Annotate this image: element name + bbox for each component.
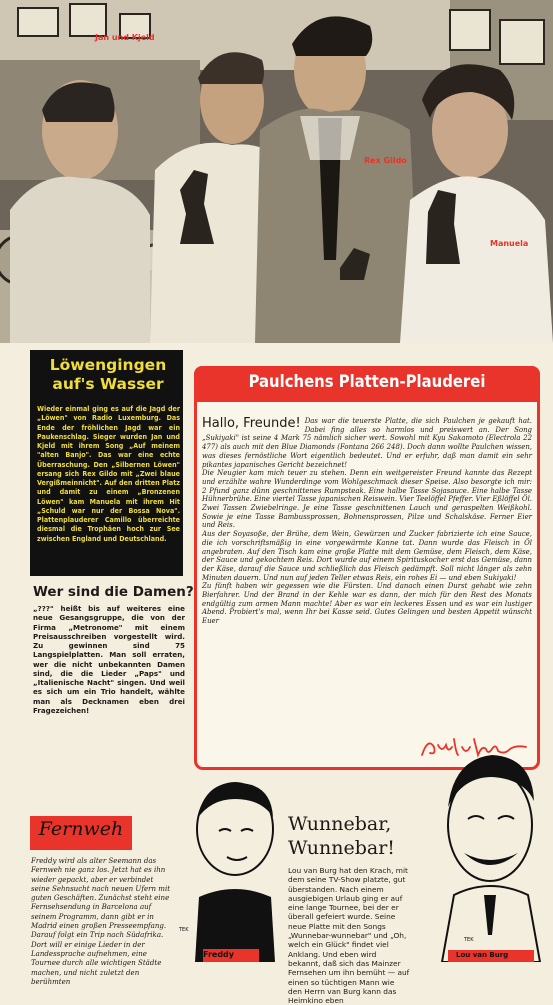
paulchen-body [202, 417, 532, 626]
freddy-caricature [175, 777, 285, 962]
photo-illustration [0, 0, 553, 343]
fernweh-title: Fernweh [38, 818, 124, 840]
caption-manuela: Manuela [490, 239, 529, 248]
paulchen-greeting: Hallo, Freunde! [202, 416, 301, 431]
paulchen-title: Paulchens Platten-Plauderei [248, 372, 486, 391]
svg-text:TEK: TEK [464, 937, 474, 943]
paulchen-paragraph-1: Das war die teuerste Platte, die sich Paulchen je gekauft hat. Dabei fing alles so harmlos und preiswert an. Der Song „Sukiyaki" ist seine 4 Mark 75 nämlich sicher wert. Sowohl mit Kyu Sakamoto (Electrola 22 477) als auch mit den Blue Diamonds (Fontana 266 248). Doch dann wollte Paulchen wissen, was dieses fernöstliche Wort eigentlich bedeutet. Und er erfuhr, daß man damit ein sehr pikantes japanisches Gericht bezeichnet! [202, 417, 532, 469]
damen-title: Wer sind die Damen? [33, 584, 194, 600]
fernweh-body: Freddy wird als alter Seemann das Fernweh nie ganz los. Jetzt hat es ihn wieder gepackt, aber er verbindet seine Sehnsucht nach neuen Ufern mit guten Geschäften. Zunächst steht eine Fernsehsendung in Barcelona auf seinem Programm, dann gibt er in Madrid einen großen Presseempfang. Darauf folgt ein Trip nach Südafrika. Dort will er einige Lieder in der Landessprache aufnehmen, eine Tournee durch alle wichtigen Städte machen, und nicht zuletzt den berühmten [31, 856, 171, 986]
caption-jan-kjeld: Jan und Kjeld [95, 33, 155, 42]
lou-van-burg-caricature [428, 745, 553, 962]
wunnebar-title: Wunnebar, Wunnebar! [288, 813, 395, 859]
damen-body: „???" heißt bis auf weiteres eine neue Gesangsgruppe, die von der Firma „Metronome" mit einem Preisausschreiben vorgestellt wird. Zu gewinnen sind 75 Langspielplatten. Man soll erraten, wer die nicht unbekannten Damen sind, die die Lieder „Paps" und „Italienische Nacht" singen. Und weil es sich um ein Trio handelt, wählte man als Decknamen eben drei Fragezeichen! [33, 604, 185, 715]
paulchen-paragraph-3: Aus der Soyasoße, der Brühe, dem Wein, Gewürzen und Zucker fabrizierte ich eine Sauce, die ich vorschriftsmäßig in eine vorgewärmte Kanne tat. Dann wurde das Fleisch in Öl angebraten. Auf den Tisch kam eine große Platte mit dem Gemüse, dem Fleisch, dem Käse, der Sauce und gekochtem Reis. Dort wurde auf einem Spirituskocher erst das Gemüse, dann der Käse, darauf die Sauce und schließlich das Fleisch gedämpft. Soll nicht länger als zehn Minuten dauern. Und nun auf jeden Teller etwas Reis, ein rohes Ei — und eben Sukiyaki! [202, 530, 532, 582]
group-photo [0, 0, 553, 343]
lou-label: Lou van Burg [456, 951, 509, 959]
caption-rex-gildo: Rex Gildo [364, 156, 407, 165]
paulchen-paragraph-4: Zu fünft haben wir gegessen wie die Fürsten. Und danach einen Durst gehabt wie zehn Bierfahrer. Und der Brand in der Kehle war es dann, der mich für den Rest des Monats endgültig zum armen Mann machte! Aber es war ein leckeres Essen und es war ein lustiger Abend. Probiert's mal, wenn Ihr bei Kasse seid. Gutes Gelingen und besten Appetit wünscht Euer [202, 582, 532, 626]
paulchen-paragraph-2: Die Neugier kam mich teuer zu stehen. Denn ein weitgereister Freund kannte das Rezept und erzählte wahre Wunderdinge vom Wohlgeschmack dieser Speise. Also besorgte ich mir: 2 Pfund ganz dünn geschnittenes Rumpsteak. Eine halbe Tasse Sojasauce. Eine halbe Tasse Hühnerbrühe. Eine viertel Tasse japanischen Reiswein. Vier Teelöffel Pfeffer. Vier Eßlöffel Öl. Zwei Tassen Zwiebelringe. Je eine Tasse geschnittenen Lauch und geraspelten Weißkohl. Sowie je eine Tasse Bambussprossen, Bohnensprossen, Pilze und Schalskäse. Ferner Eier und Reis. [202, 469, 532, 530]
freddy-label: Freddy [203, 950, 234, 959]
svg-text:TEK: TEK [179, 927, 189, 933]
loewen-title: Löwengingen auf's Wasser [49, 356, 167, 393]
wunnebar-body: Lou van Burg hat den Krach, mit dem seine TV-Show platzte, gut überstanden. Nach einem ausgiebigen Urlaub ging er auf eine lange Tournee, bei der er überall gefeiert wurde. Seine neue Platte mit den Songs „Wunnebar-wunnebar" und „Oh, welch ein Glück" findet viel Anklang. Und eben wird bekannt, daß sich das Mainzer Fernsehen um ihn bemüht — auf einen so tüchtigen Mann wie den Herrn van Burg kann das Heimkino eben [288, 866, 410, 1005]
loewen-body: Wieder einmal ging es auf die Jagd der „Löwen" von Radio Luxemburg. Das Ende der fröhlichen Jagd war ein Paukenschlag. Sieger wurden Jan und Kjeld mit ihrem Song „Auf meinem "alten Banjo". Das war eine echte Überraschung. Den „Silbernen Löwen" ersang sich Rex Gildo mit „Zwei blaue Vergißmeinnicht". Auf den dritten Platz und damit zu einem „Bronzenen Löwen" kam Manuela mit ihrem Hit „Schuld war nur der Bossa Nova". Plattenplauderer Camillo überreichte diesmal die Trophäen hoch zur See zwischen England und Deutschland. [37, 404, 180, 543]
